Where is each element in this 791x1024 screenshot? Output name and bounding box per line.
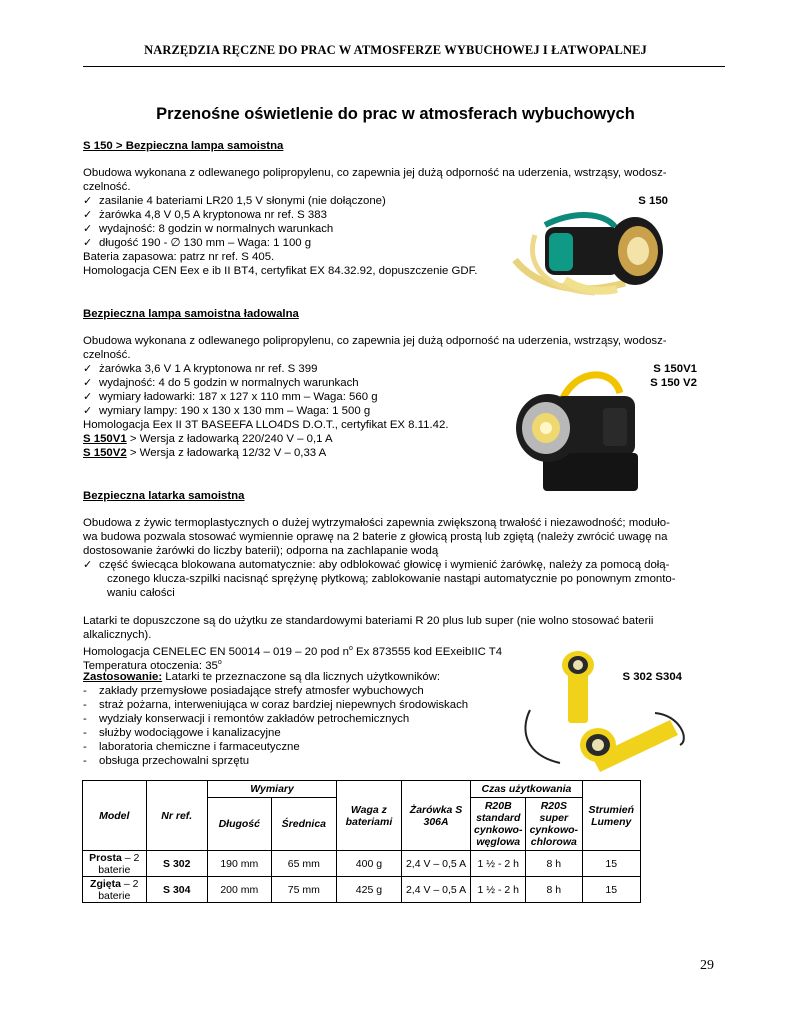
header-rule: [83, 66, 725, 67]
list-item: ✓ żarówka 3,6 V 1 A kryptonowa nr ref. S 399: [83, 363, 318, 375]
table-row: [83, 851, 641, 877]
checkmark-icon: ✓: [83, 363, 93, 375]
s150-battery-note: Bateria zapasowa: patrz nr ref. S 405.: [83, 251, 275, 263]
s150v-homologation: Homologacja Eex II 3T BASEEFA LLO4DS D.O.T., certyfikat EX 8.11.42.: [83, 419, 449, 431]
table-row: [83, 877, 641, 903]
cell-r20b: 1 ½ - 2 h: [471, 877, 526, 903]
s150v1-version: S 150V1 > Wersja z ładowarką 220/240 V – 0,1 A: [83, 433, 333, 445]
checkmark-icon: ✓: [83, 391, 93, 403]
column-header-r20b: R20B standard cynkowo-węglowa: [471, 798, 526, 851]
list-item: ✓ wydajność: 4 do 5 godzin w normalnych warunkach: [83, 377, 359, 389]
cell-srednica: 75 mm: [271, 877, 337, 903]
list-item: ✓ wymiary ładowarki: 187 x 127 x 110 mm – Waga: 560 g: [83, 391, 378, 403]
s150v2-version: S 150V2 > Wersja z ładowarką 12/32 V – 0,33 A: [83, 447, 327, 459]
cell-waga: 400 g: [337, 851, 402, 877]
section-heading-s150: S 150 > Bezpieczna lampa samoistna: [83, 140, 284, 152]
s150v-paragraph-line1: Obudowa wykonana z odlewanego polipropylenu, co zapewnia jej dużą odporność na uderzenia, wstrząsy, wodosz-: [83, 335, 667, 347]
s150-paragraph-line2: czelność.: [83, 181, 131, 193]
column-header-r20s: R20S super cynkowo-chlorowa: [526, 798, 582, 851]
column-header-strumien: Strumień Lumeny: [582, 781, 641, 851]
column-header-dlugosc: Długość: [208, 798, 272, 851]
list-item: ✓ wymiary lampy: 190 x 130 x 130 mm – Waga: 1 500 g: [83, 405, 371, 417]
list-item: ✓ zasilanie 4 bateriami LR20 1,5 V słonymi (nie dołączone): [83, 195, 386, 207]
dash-icon: -: [83, 755, 87, 767]
checkmark-icon: ✓: [83, 377, 93, 389]
torch-temperature: Temperatura otoczenia: 35$^o$: [83, 659, 222, 672]
section-heading-s150v: Bezpieczna lampa samoistna ładowalna: [83, 308, 299, 320]
checkmark-icon: ✓: [83, 209, 93, 221]
column-header-czas: Czas użytkowania: [471, 781, 582, 798]
cell-strumien: 15: [582, 851, 641, 877]
checkmark-icon: ✓: [83, 195, 93, 207]
column-header-srednica: Średnica: [271, 798, 337, 851]
torch-usage: Zastosowanie: Latarki te przeznaczone są dla licznych użytkowników:: [83, 671, 441, 683]
lamp-s150-image: [505, 205, 675, 295]
list-item: - wydziały konserwacji i remontów zakładów petrochemicznych: [83, 713, 410, 725]
s150v-paragraph-line2: czelność.: [83, 349, 131, 361]
dash-icon: -: [83, 685, 87, 697]
list-item-continuation: czonego klucza-szpilki nacisnąć sprężynę płytkową; zablokowanie nastąpi automatycznie po ponownym zmonto-: [107, 573, 676, 585]
cell-zarowka: 2,4 V – 0,5 A: [401, 877, 471, 903]
product-label-s150v1: S 150V1: [653, 363, 697, 375]
checkmark-icon: ✓: [83, 237, 93, 249]
column-header-zarowka: Żarówka S 306A: [401, 781, 471, 851]
list-item: - zakłady przemysłowe posiadające strefy atmosfer wybuchowych: [83, 685, 424, 697]
torch-paragraph-line3: dostosowanie żarówki do liczby baterii); odporna na zachlapanie wodą: [83, 545, 439, 557]
torch-battery-line1: Latarki te dopuszczone są do użytku ze standardowymi bateriami R 20 plus lub super (nie wolno stosować baterii: [83, 615, 654, 627]
s150-paragraph-line1: Obudowa wykonana z odlewanego polipropylenu, co zapewnia jej dużą odporność na uderzenia, wstrząsy, wodosz-: [83, 167, 667, 179]
checkmark-icon: ✓: [83, 223, 93, 235]
s150-homologation: Homologacja CEN Eex e ib II BT4, certyfikat EX 84.32.92, dopuszczenie GDF.: [83, 265, 478, 277]
lamp-s150v-image: [508, 368, 648, 493]
column-header-wymiary: Wymiary: [208, 781, 337, 798]
list-item: - straż pożarna, interweniująca w coraz bardziej niepewnych środowiskach: [83, 699, 469, 711]
list-item: ✓ wydajność: 8 godzin w normalnych warunkach: [83, 223, 334, 235]
page-number: 29: [700, 958, 714, 973]
dash-icon: -: [83, 741, 87, 753]
product-label-s150v2: S 150 V2: [650, 377, 697, 389]
cell-strumien: 15: [582, 877, 641, 903]
list-item: - służby wodociągowe i kanalizacyjne: [83, 727, 281, 739]
column-header-nr: Nr ref.: [146, 781, 207, 851]
list-item: - laboratoria chemiczne i farmaceutyczne: [83, 741, 300, 753]
checkmark-icon: ✓: [83, 405, 93, 417]
cell-dlugosc: 190 mm: [208, 851, 272, 877]
page-header: NARZĘDZIA RĘCZNE DO PRAC W ATMOSFERZE WYBUCHOWEJ I ŁATWOPALNEJ: [144, 43, 647, 57]
torch-homologation: Homologacja CENELEC EN 50014 – 019 – 20 pod $n^o$ Ex 873555 kod EExeibIIC T4: [83, 645, 503, 658]
product-label-s302-s304: S 302 S304: [622, 671, 682, 683]
cell-model: Zgięta – 2 baterie: [83, 877, 147, 903]
cell-r20b: 1 ½ - 2 h: [471, 851, 526, 877]
torch-s302-s304-image: [520, 645, 695, 770]
list-item: ✓ część świecąca blokowana automatycznie: aby odblokować głowicę i wymienić żarówkę, należy za pomocą dołą-: [83, 559, 670, 571]
list-item: - obsługa przechowalni sprzętu: [83, 755, 250, 767]
dash-icon: -: [83, 727, 87, 739]
torch-paragraph-line2: wa budowa pozwala stosować wymiennie oprawę na 2 baterie z głowicą prostą lub zgiętą (należy zwrócić uwagę na: [83, 531, 668, 543]
cell-model: Prosta – 2 baterie: [83, 851, 147, 877]
cell-dlugosc: 200 mm: [208, 877, 272, 903]
section-heading-torch: Bezpieczna latarka samoistna: [83, 490, 245, 502]
checkmark-icon: ✓: [83, 559, 93, 571]
cell-r20s: 8 h: [526, 851, 582, 877]
column-header-model: Model: [83, 781, 147, 851]
dash-icon: -: [83, 699, 87, 711]
cell-r20s: 8 h: [526, 877, 582, 903]
cell-waga: 425 g: [337, 877, 402, 903]
cell-nr: S 304: [146, 877, 207, 903]
dash-icon: -: [83, 713, 87, 725]
product-label-s150: S 150: [638, 195, 668, 207]
list-item: ✓ długość 190 - ∅ 130 mm – Waga: 1 100 g: [83, 237, 312, 249]
torch-paragraph-line1: Obudowa z żywic termoplastycznych o dużej wytrzymałości zapewnia zwiększoną trwałość i niezawodność; moduło-: [83, 517, 670, 529]
column-header-waga: Waga z bateriami: [337, 781, 402, 851]
cell-nr: S 302: [146, 851, 207, 877]
cell-zarowka: 2,4 V – 0,5 A: [401, 851, 471, 877]
specification-table: [82, 780, 641, 903]
cell-srednica: 65 mm: [271, 851, 337, 877]
list-item: ✓ żarówka 4,8 V 0,5 A kryptonowa nr ref. S 383: [83, 209, 327, 221]
list-item-continuation: waniu całości: [107, 587, 175, 599]
page-title: Przenośne oświetlenie do prac w atmosferach wybuchowych: [156, 105, 635, 123]
torch-battery-line2: alkalicznych).: [83, 629, 152, 641]
